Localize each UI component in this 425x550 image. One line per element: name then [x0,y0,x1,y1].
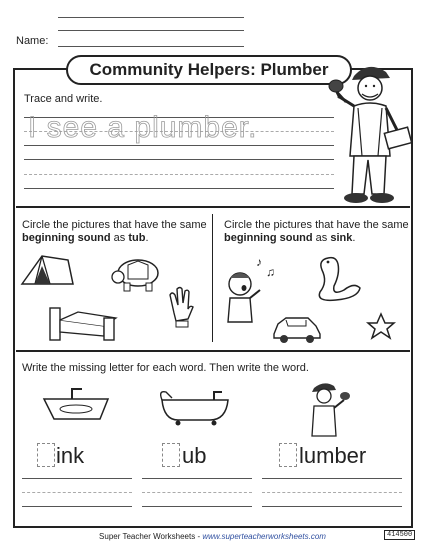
trace-instruction: Trace and write. [24,93,103,105]
name-line-2 [58,30,244,31]
section-divider-2 [16,350,410,352]
answer-line-1-base[interactable] [22,506,132,507]
star-icon[interactable] [366,312,396,340]
page-title: Community Helpers: Plumber [89,60,329,79]
svg-text:♪: ♪ [256,255,262,269]
plumber-small-icon [300,380,350,438]
name-top-line [58,17,244,18]
word-ending-2: ub [182,443,207,468]
answer-line-2-mid [142,492,252,493]
car-icon[interactable] [272,314,322,344]
column-divider [212,214,213,342]
svg-text:♫: ♫ [266,265,275,279]
missing-letter-box-3[interactable] [279,443,297,467]
write-line-base[interactable] [24,188,334,189]
missing-letter-box-1[interactable] [37,443,55,467]
write-line-mid [24,174,334,175]
tent-icon[interactable] [20,252,75,287]
bed-icon[interactable] [48,304,118,342]
plumber-illustration [332,56,412,206]
turtle-icon[interactable] [110,255,165,293]
footer-credit: Super Teacher Worksheets - www.superteacherworksheets.com [99,532,326,541]
circle-right-instruction: Circle the pictures that have the same beginning sound as sink. [224,219,409,244]
bathtub-icon [158,386,233,426]
trace-line-base [24,145,334,146]
write-line-top[interactable] [24,159,334,160]
footer-url[interactable]: www.superteacherworksheets.com [202,532,326,541]
name-label: Name: [16,35,49,47]
sink-icon [42,385,112,425]
answer-line-2-base[interactable] [142,506,252,507]
circle-left-instruction: Circle the pictures that have the same beginning sound as tub. [22,219,207,244]
snake-icon[interactable] [314,252,364,304]
answer-line-1-top[interactable] [22,478,132,479]
name-write-line[interactable] [58,46,244,47]
answer-line-1-mid [22,492,132,493]
answer-line-3-base[interactable] [262,506,402,507]
worksheet-code: 414500 [384,530,415,540]
word-ending-1: ink [56,443,85,468]
section-divider [16,206,410,208]
missing-instruction: Write the missing letter for each word. Then write the word. [22,362,309,374]
trace-text: I see a plumber. [28,111,258,144]
glove-hand-icon[interactable] [166,283,196,328]
answer-line-2-top[interactable] [142,478,252,479]
missing-letter-box-2[interactable] [162,443,180,467]
answer-line-3-mid [262,492,402,493]
word-ending-3: lumber [299,443,367,468]
answer-line-3-top[interactable] [262,478,402,479]
